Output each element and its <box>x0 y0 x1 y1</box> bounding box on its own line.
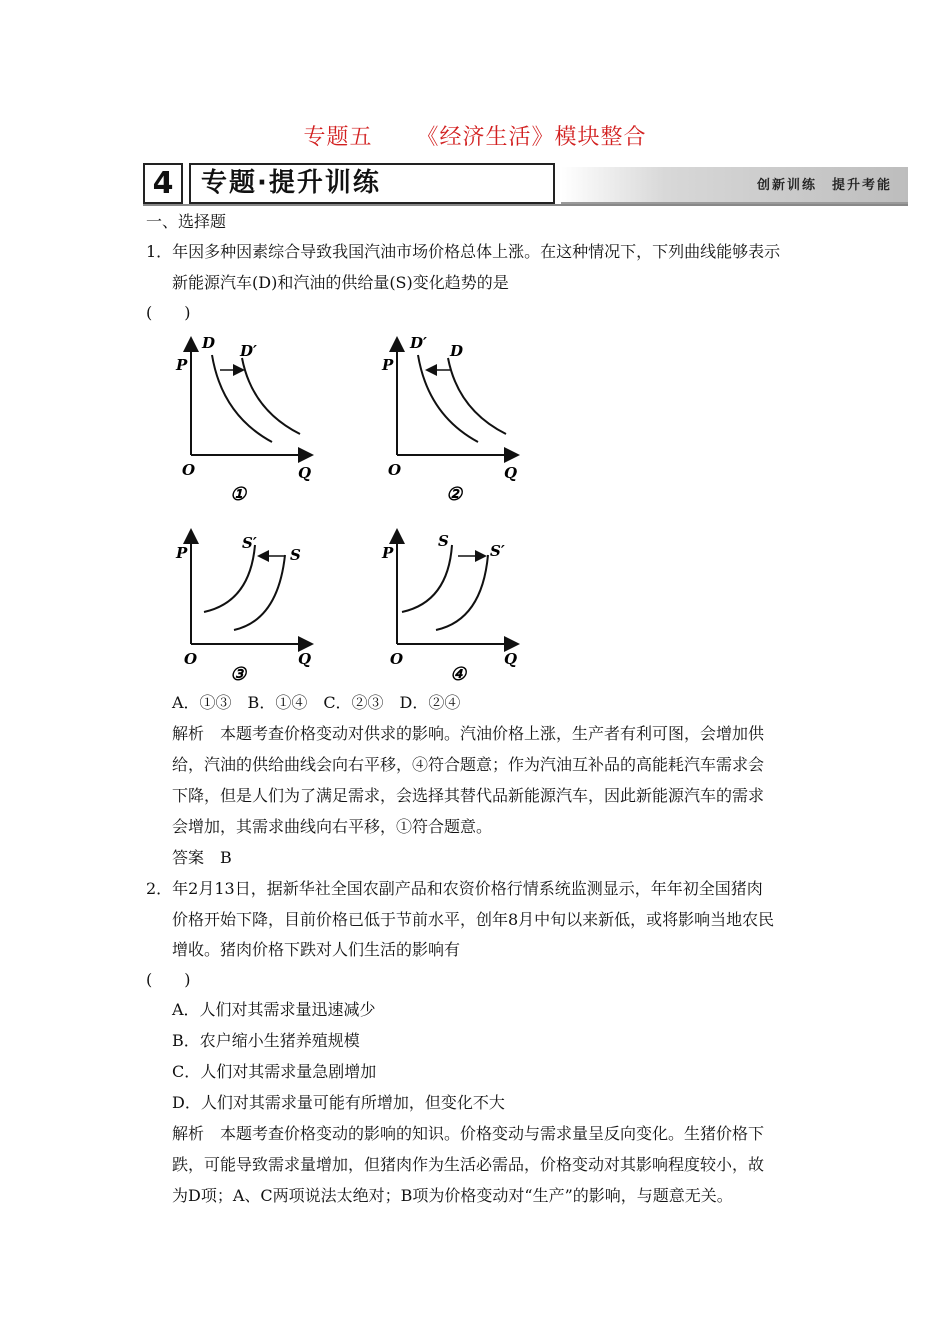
curve-s <box>402 545 452 612</box>
q2-option-b: B．农户缩小生猪养殖规模 <box>172 1031 360 1050</box>
curve-d <box>448 358 506 434</box>
curve-label-1: D′ <box>410 334 427 352</box>
section-heading: 一、选择题 <box>146 212 227 231</box>
q2-paren: ( ) <box>146 970 191 989</box>
o-label: O <box>390 650 404 668</box>
p-label: P <box>176 356 188 374</box>
curve-s-prime <box>204 545 255 612</box>
banner-label: 专题·提升训练 <box>189 163 555 204</box>
p-label: P <box>176 544 188 562</box>
p-label: P <box>382 544 394 562</box>
q2-option-d: D．人们对其需求量可能有所增加，但变化不大 <box>172 1093 505 1112</box>
q2-option-a: A．人们对其需求量迅速减少 <box>172 1000 376 1019</box>
graph-3 <box>160 520 340 690</box>
curve-d-prime <box>418 355 478 442</box>
o-label: O <box>182 461 196 479</box>
q1-paren: ( ) <box>146 303 191 322</box>
q2-line3: 增收。猪肉价格下跌对人们生活的影响有 <box>172 940 461 959</box>
banner-tagline: 创新训练 提升考能 <box>561 167 908 204</box>
q2-analysis-line3: 为D项；A、C两项说法太绝对；B项为价格变动对“生产”的影响，与题意无关。 <box>172 1186 733 1205</box>
graph-2 <box>366 330 546 510</box>
q-label: Q <box>504 650 518 668</box>
q2-analysis-line2: 跌，可能导致需求量增加，但猪肉作为生活必需品，价格变动对其影响程度较小，故 <box>172 1155 765 1174</box>
q1-analysis-line2: 给，汽油的供给曲线会向右平移，④符合题意；作为汽油互补品的高能耗汽车需求会 <box>172 755 765 774</box>
q1-line1: 1．年因多种因素综合导致我国汽油市场价格总体上涨。在这种情况下，下列曲线能够表示 <box>146 242 781 261</box>
o-label: O <box>388 461 402 479</box>
p-label: P <box>382 356 394 374</box>
curve-label-2: D′ <box>240 342 257 360</box>
q1-analysis-line4: 会增加，其需求曲线向右平移，①符合题意。 <box>172 817 493 836</box>
q1-analysis-line3: 下降，但是人们为了满足需求，会选择其替代品新能源汽车，因此新能源汽车的需求 <box>172 786 765 805</box>
q2-line2: 价格开始下降，目前价格已低于节前水平，创年8月中旬以来新低，或将影响当地农民 <box>172 910 775 929</box>
q-label: Q <box>298 650 312 668</box>
curve-s-prime <box>436 555 488 630</box>
q-label: Q <box>504 464 518 482</box>
q2-line1: 2．年2月13日，据新华社全国农副产品和农资价格行情系统监测显示，年年初全国猪肉 <box>146 879 763 898</box>
q2-option-c: C．人们对其需求量急剧增加 <box>172 1062 377 1081</box>
curve-s <box>234 555 285 630</box>
curve-d-prime <box>242 358 300 434</box>
curve-label-1: S <box>438 532 449 550</box>
o-label: O <box>184 650 198 668</box>
graph-number: ④ <box>450 664 467 685</box>
curve-label-1: D <box>202 334 216 352</box>
graph-1 <box>160 330 340 510</box>
curve-label-2: D <box>450 342 464 360</box>
graph-number: ③ <box>230 664 247 685</box>
title-part2: 《经济生活》模块整合 <box>416 125 647 150</box>
banner-rule <box>143 204 908 206</box>
curve-d <box>212 355 272 442</box>
title-part1: 专题五 <box>303 125 373 150</box>
curve-label-2: S′ <box>490 542 505 560</box>
q1-analysis-line1: 解析 本题考查价格变动对供求的影响。汽油价格上涨，生产者有利可图，会增加供 <box>172 724 765 743</box>
curve-label-1: S′ <box>242 534 257 552</box>
q1-answer: 答案 B <box>172 848 232 867</box>
graph-4 <box>366 520 546 690</box>
q2-analysis-line1: 解析 本题考查价格变动的影响的知识。价格变动与需求量呈反向变化。生猪价格下 <box>172 1124 765 1143</box>
curve-label-2: S <box>290 546 301 564</box>
section-banner <box>143 163 908 206</box>
q1-line2: 新能源汽车(D)和汽油的供给量(S)变化趋势的是 <box>172 273 509 292</box>
graph-number: ① <box>230 484 247 505</box>
q1-options: A．①③ B．①④ C．②③ D．②④ <box>172 693 461 712</box>
graph-number: ② <box>446 484 463 505</box>
page-title <box>0 120 950 151</box>
q-label: Q <box>298 464 312 482</box>
banner-number: 4 <box>143 163 183 204</box>
